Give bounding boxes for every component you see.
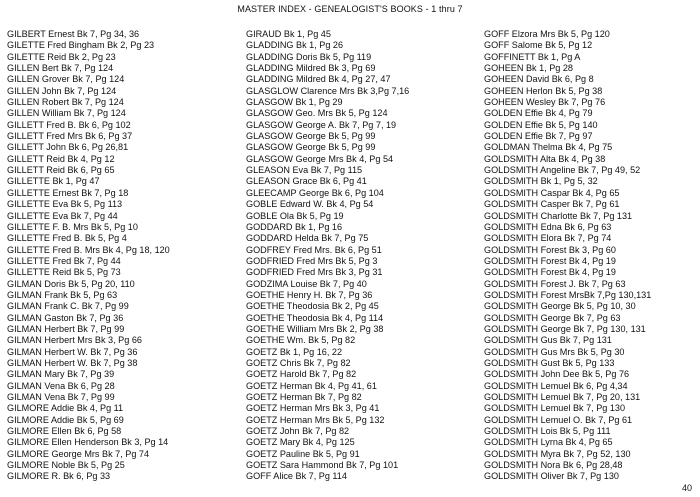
index-entry: GOETZ Mary Bk 4, Pg 125 [246, 437, 355, 448]
index-entry: GODFREY Fred Mrs. Bk 6, Pg 51 [246, 244, 382, 255]
index-entry: GOLDSMITH Gus Bk 7, Pg 131 [484, 335, 612, 346]
page-number: 40 [681, 483, 692, 493]
index-entry: GLEECAMP George Bk 6, Pg 104 [246, 187, 384, 198]
index-entry: GODDARD Bk 1, Pg 16 [246, 221, 343, 232]
index-entry: GILLETT Fred Mrs Bk 6, Pg 37 [7, 131, 133, 142]
index-entry: GOHEEN David Bk 6, Pg 8 [484, 74, 594, 85]
index-entry: GOLDSMITH Edna Bk 6, Pg 63 [484, 221, 612, 232]
index-entry: GOLDSMITH Oliver Bk 7, Pg 130 [484, 471, 619, 482]
index-entry: GLADDING Bk 1, Pg 26 [246, 40, 344, 51]
index-entry: GLASGOW Geo. Mrs Bk 5, Pg 124 [246, 108, 388, 119]
index-entry: GODDARD Helda Bk 7, Pg 75 [246, 233, 369, 244]
index-entry: GILMAN Herbert Bk 7, Pg 99 [7, 323, 125, 334]
index-entry: GOLDSMITH Lyrna Bk 4, Pg 65 [484, 437, 613, 448]
index-entry: GILMORE George Mrs Bk 7, Pg 74 [7, 448, 150, 459]
index-entry: GOETZ John Bk 7, Pg 82 [246, 426, 350, 437]
index-entry: GIRAUD Bk 1, Pg 45 [246, 29, 331, 39]
index-entry: GOLDSMITH George Bk 7, Pg 130, 131 [484, 323, 646, 334]
index-entry: GILMAN Vena Bk 6, Pg 28 [7, 380, 115, 391]
index-entry: GILLETTE Bk 1, Pg 47 [7, 176, 100, 187]
index-entry: GOETZ Sara Hammond Bk 7, Pg 101 [246, 460, 399, 471]
index-entry: GOLDSMITH George Bk 7, Pg 63 [484, 312, 621, 323]
index-entry: GODZIMA Louise Bk 7, Pg 40 [246, 278, 367, 289]
index-entry: GLASGOW George Bk 5, Pg 99 [246, 131, 376, 142]
index-entry: GILLETTE Eva Bk 7, Pg 44 [7, 210, 118, 221]
index-entry: GOETHE Theodosia Bk 2, Pg 45 [246, 301, 379, 312]
index-entry: GILLETTE Eva Bk 5, Pg 113 [7, 199, 123, 210]
index-entry: GLEASON Grace Bk 6, Pg 41 [246, 176, 367, 187]
index-entry: GLASGLOW Clarence Mrs Bk 3,Pg 7,16 [246, 85, 410, 96]
index-entry: GOLDEN Effie Bk 7, Pg 97 [484, 131, 593, 142]
index-entry: GILLEN Robert Bk 7, Pg 124 [7, 97, 124, 108]
index-entry: GOHEEN Bk 1, Pg 28 [484, 63, 573, 74]
index-entry: GOETZ Harold Bk 7, Pg 82 [246, 369, 357, 380]
index-entry: GOLDSMITH Charlotte Bk 7, Pg 131 [484, 210, 633, 221]
index-column-2 [246, 29, 476, 483]
index-entry: GILMORE Addie Bk 5, Pg 69 [7, 414, 124, 425]
index-entry: GILLETTE F. B. Mrs Bk 5, Pg 10 [7, 221, 138, 232]
index-entry: GOLDSMITH Lemuel Bk 7, Pg 130 [484, 403, 626, 414]
index-entry: GILMAN Frank Bk 5, Pg 63 [7, 289, 118, 300]
index-entry: GILBERT Ernest Bk 7, Pg 34, 36 [7, 29, 140, 39]
index-entry: GOLDSMITH Myra Bk 7, Pg 52, 130 [484, 448, 631, 459]
index-entry: GOLDSMITH Lemuel Bk 6, Pg 4,34 [484, 380, 628, 391]
index-entry: GOETZ Pauline Bk 5, Pg 91 [246, 448, 360, 459]
index-entry: GLADDING Mildred Bk 3, Pg 69 [246, 63, 376, 74]
index-entry: GOETZ Herman Bk 4, Pg 41, 61 [246, 380, 377, 391]
index-entry: GOETZ Herman Bk 7, Pg 82 [246, 392, 362, 402]
index-entry: GOFF Salome Bk 5, Pg 12 [484, 40, 593, 51]
index-entry: GLEASON Eva Bk 7, Pg 115 [246, 165, 363, 176]
index-entry: GOFF Elzora Mrs Bk 5, Pg 120 [484, 29, 610, 39]
index-entry: GOETZ Bk 1, Pg 16, 22 [246, 346, 343, 357]
index-entry: GOETZ Herman Mrs Bk 5, Pg 132 [246, 414, 385, 425]
index-entry: GODFRIED Fred Mrs Bk 5, Pg 3 [246, 255, 378, 266]
index-entry: GILMAN Vena Bk 7, Pg 99 [7, 392, 115, 402]
index-entry: GILMAN Doris Bk 5, Pg 20, 110 [7, 278, 135, 289]
index-entry: GILMORE Addie Bk 4, Pg 11 [7, 403, 124, 414]
index-entry: GILLETT Reid Bk 4, Pg 12 [7, 153, 115, 164]
index-entry: GOLDSMITH Gus Mrs Bk 5, Pg 30 [484, 346, 625, 357]
index-entry: GILMAN Frank C. Bk 7, Pg 99 [7, 301, 129, 312]
index-entry: GILMAN Herbert W. Bk 7, Pg 36 [7, 346, 138, 357]
index-entry: GILLEN John Bk 7, Pg 124 [7, 85, 117, 96]
index-entry: GILLETTE Fred B. Mrs Bk 4, Pg 18, 120 [7, 244, 170, 255]
index-entry: GOLDSMITH Lemuel Bk 7, Pg 20, 131 [484, 392, 641, 402]
index-entry: GILMORE Noble Bk 5, Pg 25 [7, 460, 125, 471]
index-entry: GILMORE R. Bk 6, Pg 33 [7, 471, 111, 482]
index-entry: GLASGOW George A. Bk 7, Pg 7, 19 [246, 119, 397, 130]
index-entry: GOLDSMITH George Bk 5, Pg 10, 30 [484, 301, 636, 312]
index-entry: GOLDSMITH Casper Bk 7, Pg 61 [484, 199, 620, 210]
index-entry: GILLETT John Bk 6, Pg 26,81 [7, 142, 129, 153]
index-entry: GOFFINETT Bk 1, Pg A [484, 51, 581, 62]
index-entry: GOLDSMITH Lemuel O. Bk 7, Pg 61 [484, 414, 633, 425]
index-entry: GILMAN Mary Bk 7, Pg 39 [7, 369, 115, 380]
index-entry: GOETHE Henry H. Bk 7, Pg 36 [246, 289, 373, 300]
index-entry: GILLETTE Reid Bk 5, Pg 73 [7, 267, 121, 278]
index-entry: GOLDEN Effie Bk 4, Pg 79 [484, 108, 593, 119]
index-entry: GOLDSMITH Elora Bk 7, Pg 74 [484, 233, 612, 244]
index-entry: GLASGOW George Mrs Bk 4, Pg 54 [246, 153, 394, 164]
index-entry: GILLETT Fred B. Bk 6, Pg 102 [7, 119, 131, 130]
index-column-3 [484, 29, 694, 483]
index-entry: GOLDSMITH John Dee Bk 5, Pg 76 [484, 369, 630, 380]
index-entry: GILETTE Reid Bk 2, Pg 23 [7, 51, 116, 62]
index-entry: GILLETTE Ernest Bk 7, Pg 18 [7, 187, 129, 198]
index-entry: GOFF Alice Bk 7, Pg 114 [246, 471, 347, 482]
index-entry: GOHEEN Herlon Bk 5, Pg 38 [484, 85, 603, 96]
index-column-1 [7, 29, 237, 483]
index-entry: GOETZ Herman Mrs Bk 3, Pg 41 [246, 403, 380, 414]
index-entry: GILMAN Gaston Bk 7, Pg 36 [7, 312, 124, 323]
index-entry: GILMORE Ellen Henderson Bk 3, Pg 14 [7, 437, 169, 448]
index-entry: GILMORE Ellen Bk 6, Pg 58 [7, 426, 122, 437]
index-entry: GOLDEN Effie Bk 5, Pg 140 [484, 119, 598, 130]
index-entry: GOETHE Theodosia Bk 4, Pg 114 [246, 312, 384, 323]
index-entry: GOLDSMITH Forest Bk 4, Pg 19 [484, 255, 616, 266]
index-entry: GILLETTE Fred B. Bk 5, Pg 4 [7, 233, 127, 244]
index-entry: GLASGOW Bk 1, Pg 29 [246, 97, 343, 108]
index-entry: GOLDSMITH Alta Bk 4, Pg 38 [484, 153, 606, 164]
index-entry: GOETHE William Mrs Bk 2, Pg 38 [246, 323, 384, 334]
index-entry: GLASGOW George Bk 5, Pg 99 [246, 142, 376, 153]
index-entry: GOBLE Ola Bk 5, Pg 19 [246, 210, 344, 221]
index-entry: GLADDING Doris Bk 5, Pg 119 [246, 51, 372, 62]
index-entry: GODFRIED Fred Mrs Bk 3, Pg 31 [246, 267, 383, 278]
index-entry: GILLEN Bert Bk 7, Pg 124 [7, 63, 114, 74]
page-title: MASTER INDEX - GENEALOGIST'S BOOKS - 1 thru 7 [237, 4, 463, 14]
index-entry: GOLDSMITH Gust Bk 5, Pg 133 [484, 357, 615, 368]
index-entry: GOETHE Wm. Bk 5, Pg 82 [246, 335, 356, 346]
index-entry: GOLDSMITH Caspar Bk 4, Pg 65 [484, 187, 620, 198]
index-entry: GOLDSMITH Forest MrsBk 7,Pg 130,131 [484, 289, 652, 300]
index-entry: GILLETTE Fred Bk 7, Pg 44 [7, 255, 121, 266]
index-entry: GOLDSMITH Angeline Bk 7, Pg 49, 52 [484, 165, 641, 176]
index-entry: GOLDSMITH Forest Bk 4, Pg 19 [484, 267, 616, 278]
index-entry: GOLDSMITH Forest J. Bk 7, Pg 63 [484, 278, 626, 289]
index-entry: GOLDMAN Thelma Bk 4, Pg 75 [484, 142, 613, 153]
index-entry: GOLDSMITH Nora Bk 6, Pg 28,48 [484, 460, 623, 471]
index-entry: GILLETT Reid Bk 6, Pg 65 [7, 165, 115, 176]
index-entry: GOBLE Edward W. Bk 4, Pg 54 [246, 199, 374, 210]
index-entry: GLADDING Mildred Bk 4, Pg 27, 47 [246, 74, 391, 85]
index-entry: GILLEN William Bk 7, Pg 124 [7, 108, 126, 119]
index-entry: GILMAN Herbert W. Bk 7, Pg 38 [7, 357, 138, 368]
index-entry: GOLDSMITH Lois Bk 5, Pg 111 [484, 426, 611, 437]
index-entry: GOLDSMITH Bk 1, Pg 5, 32 [484, 176, 598, 187]
index-entry: GOETZ Chris Bk 7, Pg 82 [246, 357, 351, 368]
index-entry: GILMAN Herbert Mrs Bk 3, Pg 66 [7, 335, 142, 346]
index-entry: GILETTE Fred Bingham Bk 2, Pg 23 [7, 40, 155, 51]
index-entry: GILLEN Grover Bk 7, Pg 124 [7, 74, 125, 85]
index-entry: GOHEEN Wesley Bk 7, Pg 76 [484, 97, 606, 108]
index-entry: GOLDSMITH Forest Bk 3, Pg 60 [484, 244, 616, 255]
